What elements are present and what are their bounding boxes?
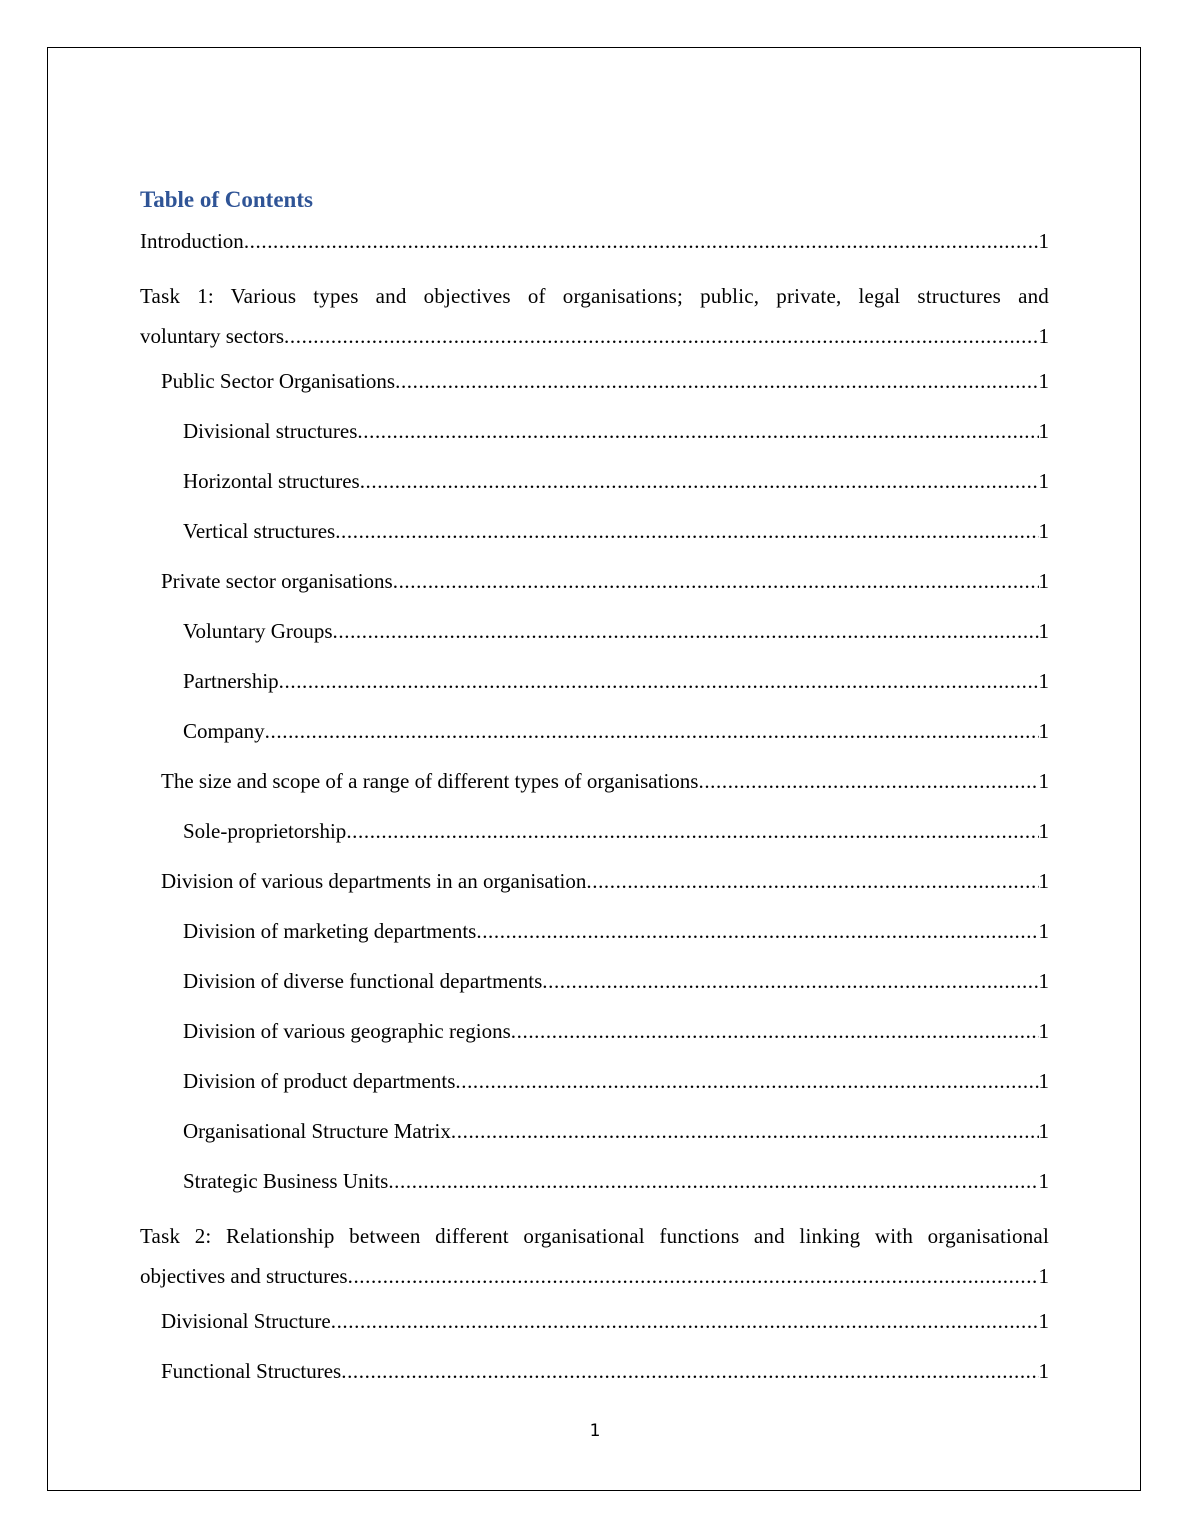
toc-dot-leader [346,816,1038,846]
toc-dot-leader [279,666,1039,696]
toc-entry[interactable] [140,616,1049,666]
toc-dot-leader [284,316,1038,356]
toc-entry-title: Vertical structures [183,519,336,543]
toc-entry[interactable] [140,716,1049,766]
toc-entry[interactable] [140,966,1049,1016]
toc-entry-title: Division of various departments in an organisation [161,869,587,893]
toc-dot-leader [698,766,1038,796]
toc-entry-page: 1 [1038,1169,1049,1193]
toc-entry-line [183,666,1049,696]
toc-entry-page: 1 [1038,919,1049,943]
toc-dot-leader [360,466,1039,496]
toc-entry-first-line: Task 1: Various types and objectives of organisations; public, private, legal structures and [140,284,1049,308]
toc-entry-title: Introduction [140,229,244,253]
toc-entry[interactable] [140,466,1049,516]
toc-entry-page: 1 [1038,1359,1049,1383]
toc-entry-line [161,1306,1049,1336]
toc-entry[interactable] [140,766,1049,816]
toc-entry-title: Division of product departments [183,1069,456,1093]
toc-entry-page: 1 [1038,369,1049,393]
toc-entry-line [161,866,1049,896]
toc-dot-leader [335,516,1038,546]
toc-entry-page: 1 [1038,324,1049,348]
toc-entry[interactable] [140,1016,1049,1066]
toc-entry-page: 1 [1038,1119,1049,1143]
toc-entry-page: 1 [1038,869,1049,893]
toc-dot-leader [331,1306,1039,1336]
toc-entry-title: Public Sector Organisations [161,369,396,393]
toc-dot-leader [265,716,1039,746]
toc-entry-title: voluntary sectors [140,324,285,348]
toc-dot-leader [388,1166,1038,1196]
toc-entry-title: Horizontal structures [183,469,360,493]
toc-dot-leader [476,916,1038,946]
toc-entry-title: Divisional Structure [161,1309,331,1333]
toc-dot-leader [451,1116,1039,1146]
toc-entry-page: 1 [1038,1309,1049,1333]
toc-entry-page: 1 [1038,1264,1049,1288]
toc-entry-line [183,466,1049,496]
toc-entry-line [161,566,1049,596]
toc-dot-leader [395,366,1038,396]
toc-entry[interactable] [140,416,1049,466]
toc-entry-page: 1 [1038,469,1049,493]
toc-entry-title: Strategic Business Units [183,1169,389,1193]
toc-entry-line [140,316,1049,356]
toc-entry-line [140,1256,1049,1296]
toc-entry-title: Division of marketing departments [183,919,477,943]
toc-entry-page: 1 [1038,819,1049,843]
toc-entry[interactable] [140,1356,1049,1406]
toc-entry-line [161,366,1049,396]
toc-entry-line [161,766,1049,796]
page-number: 1 [589,1421,601,1441]
toc-entry-title: Sole-proprietorship [183,819,347,843]
toc-entry-line [161,1356,1049,1386]
toc-entry[interactable] [140,1306,1049,1356]
toc-entry-first-line: Task 2: Relationship between different organisational functions and linking with organisational [140,1224,1049,1248]
toc-list [140,226,1049,1406]
toc-entry[interactable] [140,916,1049,966]
toc-entry-page: 1 [1038,419,1049,443]
toc-entry[interactable] [140,1066,1049,1116]
toc-entry-line [183,1016,1049,1046]
toc-dot-leader [333,616,1039,646]
toc-entry-line [183,1116,1049,1146]
toc-entry-line [183,916,1049,946]
toc-entry-title: The size and scope of a range of different types of organisations [161,769,699,793]
toc-entry[interactable] [140,276,1049,366]
toc-entry-line [183,1066,1049,1096]
toc-entry-title: Divisional structures [183,419,358,443]
toc-entry-page: 1 [1038,619,1049,643]
toc-dot-leader [357,416,1038,446]
toc-entry-page: 1 [1038,519,1049,543]
toc-entry-title: Voluntary Groups [183,619,333,643]
toc-dot-leader [393,566,1039,596]
toc-dot-leader [244,226,1039,256]
toc-entry-title: Private sector organisations [161,569,393,593]
toc-entry-line [183,716,1049,746]
toc-entry-line [140,226,1049,256]
toc-entry-line [183,416,1049,446]
toc-dot-leader [586,866,1038,896]
toc-entry[interactable] [140,1216,1049,1306]
toc-dot-leader [341,1356,1038,1386]
toc-entry[interactable] [140,516,1049,566]
toc-entry-line [183,816,1049,846]
toc-entry-title: Division of various geographic regions [183,1019,511,1043]
toc-entry-page: 1 [1038,1069,1049,1093]
toc-entry[interactable] [140,1166,1049,1216]
toc-entry[interactable] [140,1116,1049,1166]
toc-entry-line [183,1166,1049,1196]
toc-entry-page: 1 [1038,1019,1049,1043]
toc-entry-line [183,616,1049,646]
toc-entry-title: Functional Structures [161,1359,342,1383]
toc-entry-page: 1 [1038,769,1049,793]
toc-entry-title: Partnership [183,669,279,693]
toc-entry[interactable] [140,226,1049,276]
toc-entry-line [183,966,1049,996]
toc-entry[interactable] [140,816,1049,866]
toc-entry-page: 1 [1038,719,1049,743]
toc-entry[interactable] [140,866,1049,916]
toc-dot-leader [455,1066,1038,1096]
toc-entry-line [183,516,1049,546]
toc-dot-leader [511,1016,1039,1046]
toc-entry-title: objectives and structures [140,1264,348,1288]
toc-entry-page: 1 [1038,569,1049,593]
toc-entry-title: Company [183,719,265,743]
toc-dot-leader [348,1256,1039,1296]
toc-entry-title: Organisational Structure Matrix [183,1119,451,1143]
toc-entry-title: Division of diverse functional departments [183,969,543,993]
toc-entry-page: 1 [1038,229,1049,253]
toc-entry[interactable] [140,566,1049,616]
toc-dot-leader [542,966,1038,996]
toc-entry[interactable] [140,666,1049,716]
toc-entry[interactable] [140,366,1049,416]
toc-entry-page: 1 [1038,669,1049,693]
toc-heading: Table of Contents [140,187,313,212]
toc-entry-page: 1 [1038,969,1049,993]
